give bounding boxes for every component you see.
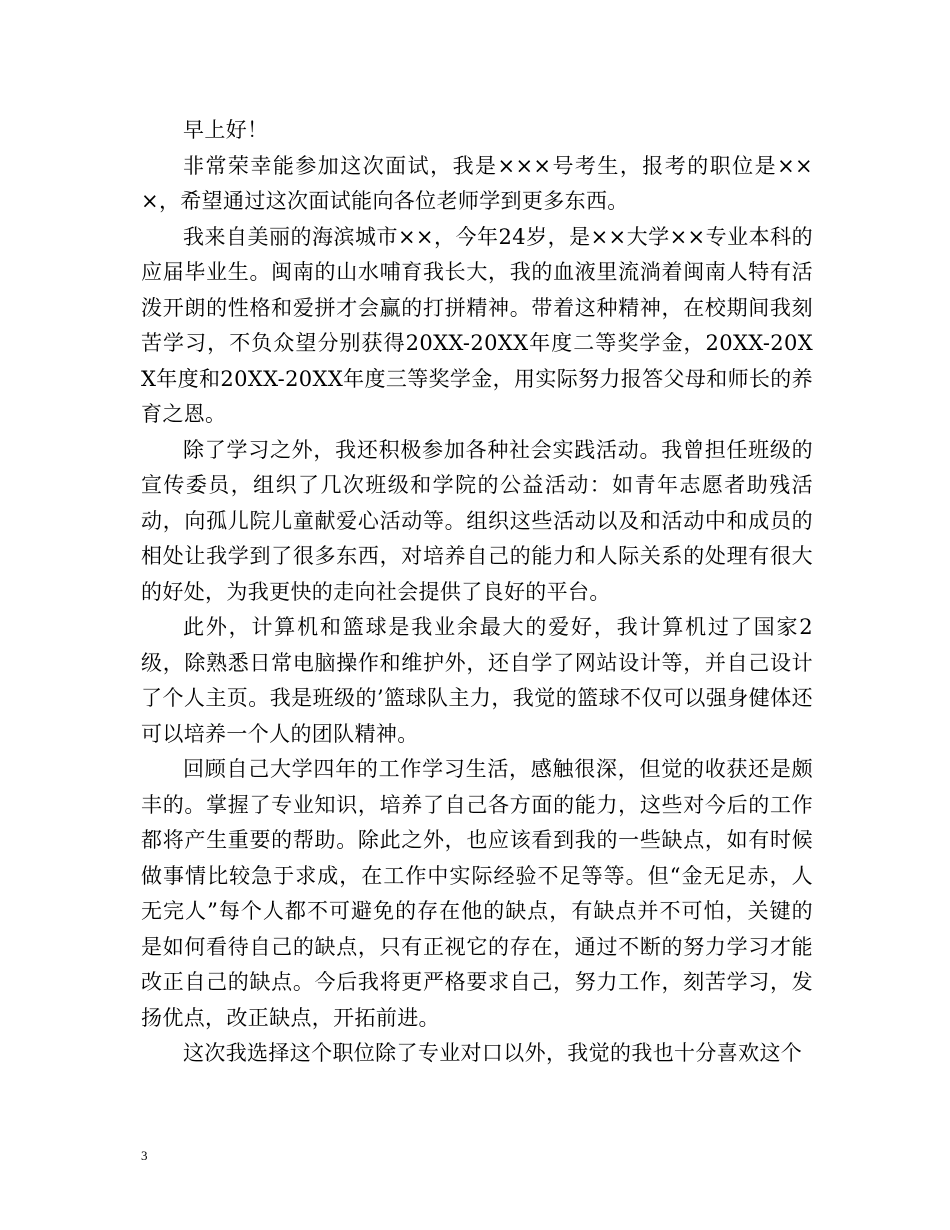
paragraph-introduction: 非常荣幸能参加这次面试，我是×××号考生，报考的职位是×××，希望通过这次面试能向各位老师学到更多东西。 [141,153,813,213]
paragraph-greeting: 早上好！ [183,118,269,142]
body-text [141,113,813,1072]
paragraph-reflection: 回顾自己大学四年的工作学习生活，感触很深，但觉的收获还是颇丰的。掌握了专业知识，培养了自己各方面的能力，这些对今后的工作都将产生重要的帮助。除此之外，也应该看到我的一些缺点，如有时候做事情比较急于求成，在工作中实际经验不足等等。但“金无足赤，人无完人”每个人都不可避免的存在他的缺点，有缺点并不可怕，关键的是如何看待自己的缺点，只有正视它的存在，通过不断的努力学习才能改正自己的缺点。今后我将更严格要求自己，努力工作，刻苦学习，发扬优点，改正缺点，开拓前进。 [141,757,813,1030]
page-number: 3 [141,1148,148,1163]
paragraph-hobbies: 此外，计算机和篮球是我业余最大的爱好，我计算机过了国家2级，除熟悉日常电脑操作和维护外，还自学了网站设计等，并自己设计了个人主页。我是班级的’篮球队主力，我觉的篮球不仅可以强身健体还可以培养一个人的团队精神。 [141,615,813,746]
paragraph-background: 我来自美丽的海滨城市××，今年24岁，是××大学××专业本科的应届毕业生。闽南的山水哺育我长大，我的血液里流淌着闽南人特有活泼开朗的性格和爱拼才会赢的打拼精神。带着这种精神，在校期间我刻苦学习，不负众望分别获得20XX-20XX年度二等奖学金，20XX-20XX年度和20XX-20XX年度三等奖学金，用实际努力报答父母和师长的养育之恩。 [141,224,813,426]
paragraph-activities: 除了学习之外，我还积极参加各种社会实践活动。我曾担任班级的宣传委员，组织了几次班级和学院的公益活动：如青年志愿者助残活动，向孤儿院儿童献爱心活动等。组织这些活动以及和活动中和成员的相处让我学到了很多东西，对培养自己的能力和人际关系的处理有很大的好处，为我更快的走向社会提供了良好的平台。 [141,437,813,604]
paragraph-motivation: 这次我选择这个职位除了专业对口以外，我觉的我也十分喜欢这个 [183,1041,803,1065]
